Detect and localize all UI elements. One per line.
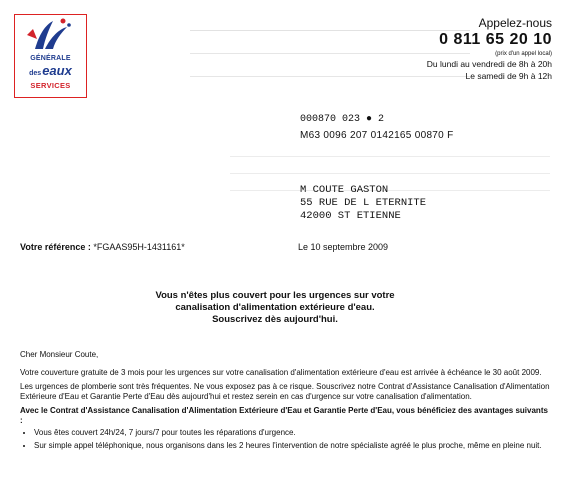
benefit-24-7: • Vous êtes couvert 24h/24, 7 jours/7 pour toutes les réparations d'urgence.	[34, 428, 552, 438]
contact-block	[427, 16, 552, 82]
paragraph-plumbing-emergencies: Les urgences de plomberie sont très fréquentes. Ne vous exposez pas à ce risque. Souscrivez notre Contrat d'Assistance Canalisation d'Alimentation Extérieure d'Eau et Garantie Perte d'Eau dès aujourd'hui et restez serein en cas d'urgence sur votre canalisation d'alimentation.	[20, 382, 550, 401]
recipient-city: 42000 ST ETIENNE	[300, 210, 401, 222]
recipient-address	[300, 184, 426, 223]
logo-line-services: SERVICES	[30, 81, 71, 90]
paragraph-coverage-expired: Votre couverture gratuite de 3 mois pour les urgences sur votre canalisation d'alimentation extérieure d'eau est arrivée à échéance le 30 août 2009.	[20, 368, 542, 377]
your-reference	[20, 242, 185, 252]
recipient-street: 55 RUE DE L ETERNITE	[300, 197, 427, 209]
headline: Vous n'êtes plus couvert pour les urgences sur votre canalisation d'alimentation extérieure d'eau. Souscrivez dès aujourd'hui.	[155, 290, 395, 325]
letter-body	[20, 350, 552, 454]
call-us-label: Appelez-nous	[478, 16, 552, 30]
greeting: Cher Monsieur Coute,	[20, 350, 99, 359]
logo-eaux: eaux	[42, 63, 72, 78]
reference-line: M63 0096 207 0142165 00870 F	[300, 130, 454, 141]
recipient-name: M COUTE GASTON	[300, 184, 389, 196]
logo-des: des	[29, 70, 42, 77]
your-reference-value: *FGAAS95H-1431161*	[93, 242, 185, 252]
phone-number: 0 811 65 20 10	[439, 31, 552, 48]
letter-date: Le 10 septembre 2009	[298, 242, 389, 252]
logo-line-generale: GÉNÉRALE	[30, 55, 71, 62]
benefits-list	[20, 428, 552, 451]
logo-line-eaux	[15, 63, 86, 78]
reference-code: 000870 023 ● 2	[300, 114, 385, 125]
saturday-hours: Le samedi de 9h à 12h	[465, 71, 552, 81]
call-price-note: (prix d'un appel local)	[495, 51, 552, 57]
generale-des-eaux-logo	[14, 14, 87, 98]
water-drops-icon	[15, 15, 86, 55]
paragraph-benefits-intro: Avec le Contrat d'Assistance Canalisation d'Alimentation Extérieure d'Eau et Garantie Perte d'Eau, vous bénéficiez des avantages suivants :	[20, 406, 548, 425]
weekday-hours: Du lundi au vendredi de 8h à 20h	[426, 59, 552, 69]
your-reference-label: Votre référence :	[20, 242, 91, 252]
benefit-2-hours: • Sur simple appel téléphonique, nous organisons dans les 2 heures l'intervention de notre spécialiste agréé le plus proche, même en pleine nuit.	[34, 441, 552, 451]
